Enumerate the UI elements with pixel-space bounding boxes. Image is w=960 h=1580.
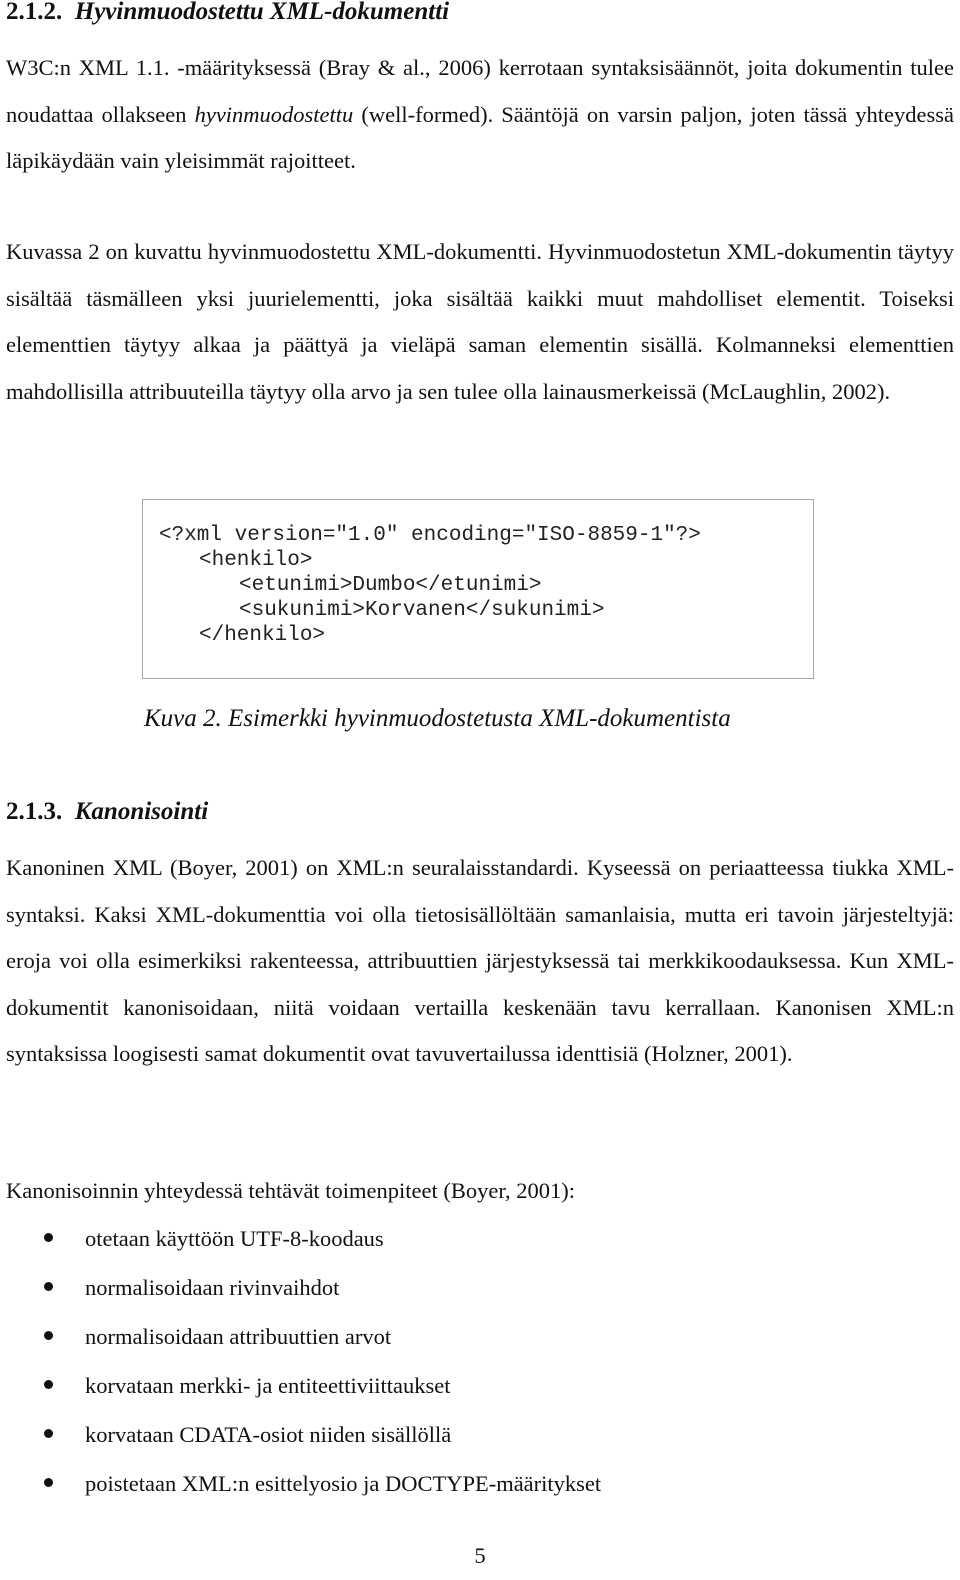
paragraph-well-formed-intro <box>6 45 954 185</box>
code-line: <henkilo> <box>199 549 313 572</box>
bullet-icon <box>44 1282 53 1291</box>
paragraph-text: W3C:n XML 1.1. -määrityksessä (Bray & al., 2006) kerrotaan syntaksisäännöt, joita dokumentin tulee noudattaa ollakseen <box>6 55 954 127</box>
code-line: </henkilo> <box>199 624 326 647</box>
paragraph-text: (well-formed). Sääntöjä on varsin paljon, joten tässä yhteydessä läpikäydään vain yleisimmät rajoitteet. <box>6 101 954 173</box>
code-line: <sukunimi>Korvanen</sukunimi> <box>239 599 605 622</box>
section-number: 2.1.2. <box>6 0 63 25</box>
list-item-text: korvataan merkki- ja entiteettiviittaukset <box>85 1373 451 1398</box>
paragraph-canonical-xml: Kanoninen XML (Boyer, 2001) on XML:n seuralaisstandardi. Kyseessä on periaatteessa tiukka XML-syntaksi. Kaksi XML-dokumenttia voi olla tietosisällöltään samanlaisia, mutta eri tavoin järjesteltyjä: eroja voi olla esimerkiksi rakenteessa, attribuuttien järjestyksessä tai merkkikoodauksessa. Kun XML-dokumentit kanonisoidaan, niitä voidaan vertailla keskenään tavu kerrallaan. Kanonisen XML:n syntaksissa loogisesti samat dokumentit ovat tavuvertailussa identtisiä (Holzner, 2001). <box>6 855 954 1066</box>
list-item-text: poistetaan XML:n esittelyosio ja DOCTYPE-määritykset <box>85 1471 602 1496</box>
list-item-text: normalisoidaan attribuuttien arvot <box>85 1324 392 1349</box>
bullet-icon <box>44 1478 53 1487</box>
paragraph-well-formed-rules: Kuvassa 2 on kuvattu hyvinmuodostettu XML-dokumentti. Hyvinmuodostetun XML-dokumentin täytyy sisältää täsmälleen yksi juurielementti, joka sisältää kaikki muut mahdolliset elementit. Toiseksi elementtien täytyy alkaa ja päättyä ja vieläpä saman elementin sisällä. Kolmanneksi elementtien mahdollisilla attribuuteilla täytyy olla arvo ja sen tulee olla lainausmerkeissä (McLaughlin, 2002). <box>6 239 954 404</box>
section-title: Hyvinmuodostettu XML-dokumentti <box>74 0 450 25</box>
bullet-icon <box>44 1331 53 1340</box>
bullet-icon <box>44 1380 53 1389</box>
figure-caption: Kuva 2. Esimerkki hyvinmuodostetusta XML-dokumentista <box>144 705 731 732</box>
code-line: <?xml version="1.0" encoding="ISO-8859-1"?> <box>159 524 701 547</box>
section-heading-2-1-2 <box>6 0 449 26</box>
section-heading-2-1-3 <box>6 798 208 826</box>
paragraph-canonicalization-steps-intro: Kanonisoinnin yhteydessä tehtävät toimenpiteet (Boyer, 2001): <box>6 1178 575 1203</box>
list-item-text: otetaan käyttöön UTF-8-koodaus <box>85 1226 384 1251</box>
page-number: 5 <box>474 1543 486 1568</box>
bullet-icon <box>44 1233 53 1242</box>
section-number: 2.1.3. <box>6 798 63 825</box>
list-item-text: normalisoidaan rivinvaihdot <box>85 1275 340 1300</box>
list-item-text: korvataan CDATA-osiot niiden sisällöllä <box>85 1422 452 1447</box>
section-title: Kanonisointi <box>74 798 209 825</box>
code-line: <etunimi>Dumbo</etunimi> <box>239 574 542 597</box>
emphasis-term: hyvinmuodostettu <box>194 101 354 127</box>
xml-code-example-box <box>142 499 814 679</box>
bullet-icon <box>44 1429 53 1438</box>
